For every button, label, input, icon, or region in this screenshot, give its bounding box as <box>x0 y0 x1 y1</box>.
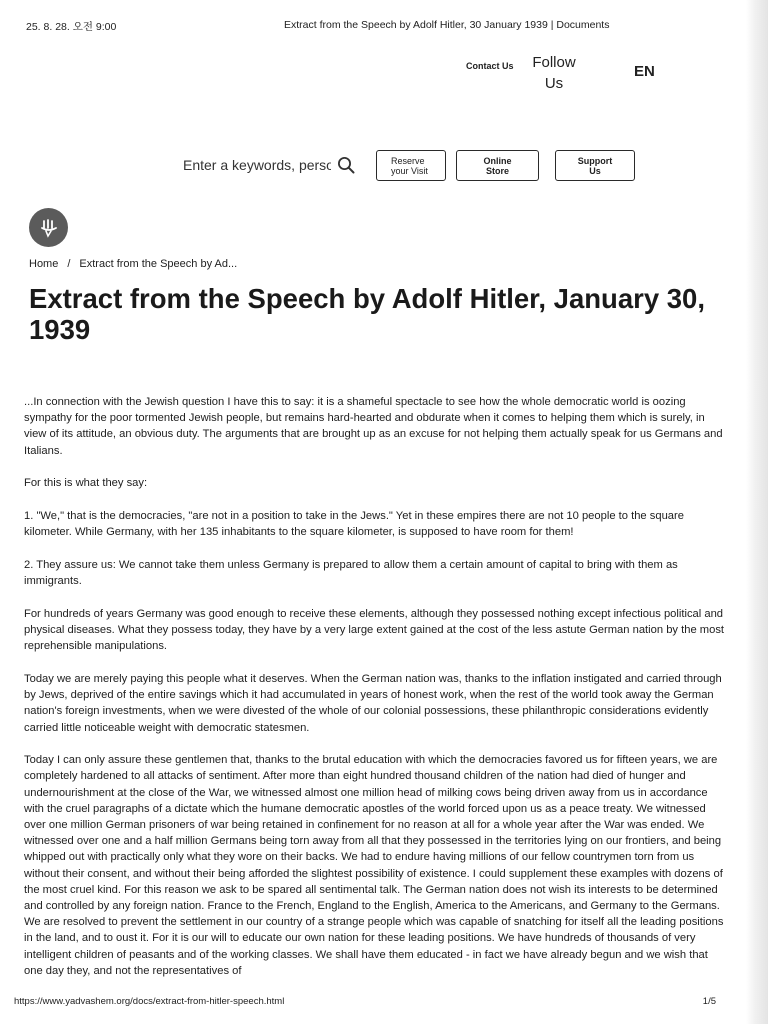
article-paragraph: For hundreds of years Germany was good enough to receive these elements, although they possessed nothing except infectious political and physical diseases. What they possess today, they have by a very large extent gained at the cost of the less astute German nation by the most reprehensible manipulations. <box>24 607 725 653</box>
contact-us-link[interactable]: Contact Us <box>466 61 514 71</box>
breadcrumb-separator: / <box>67 258 71 270</box>
article-paragraph: 2. They assure us: We cannot take them unless Germany is prepared to allow them a certain amount of capital to bring with them as immigrants. <box>24 558 678 588</box>
print-footer <box>14 996 716 1010</box>
reserve-visit-button[interactable] <box>376 150 446 181</box>
page-title: Extract from the Speech by Adolf Hitler, January 30, 1939 <box>29 283 705 345</box>
breadcrumb <box>29 258 237 270</box>
breadcrumb-home[interactable]: Home <box>29 258 59 270</box>
page-edge-shadow <box>746 0 768 1024</box>
support-us-button[interactable] <box>555 150 635 181</box>
article-paragraph: 1. "We," that is the democracies, "are not in a position to take in the Jews." Yet in these empires there are not 10 people to the square kilometer. While Germany, with her 135 inhabitants to the square kilometer, is supposed to have room for them! <box>24 510 684 539</box>
online-store-button[interactable] <box>456 150 539 181</box>
breadcrumb-current: Extract from the Speech by Ad... <box>79 258 238 270</box>
yad-vashem-logo[interactable] <box>29 208 68 247</box>
article-paragraph: ...In connection with the Jewish question I have this to say: it is a shameful spectacle to see how the whole democratic world is oozing sympathy for the poor tormented Jewish people, but remains hard-hearted and obdurate when it comes to helping them which is surely, in view of its attitude, an obvious duty. The arguments that are brought up as an excuse for not helping them actually speak for us Germans and Italians. <box>24 396 723 457</box>
language-selector[interactable]: EN <box>634 63 655 80</box>
search-icon[interactable] <box>337 156 355 174</box>
article-body <box>24 394 724 996</box>
reserve-visit-label: Reserve your Visit <box>391 155 428 176</box>
follow-us-link[interactable]: Follow Us <box>532 54 576 92</box>
search-area <box>183 155 358 175</box>
print-datetime: 25. 8. 28. 오전 9:00 <box>26 21 117 33</box>
article-paragraph: Today we are merely paying this people what it deserves. When the German nation was, thanks to the inflation instigated and carried through by Jews, deprived of the entire savings which it had accumulated in years of honest work, when the rest of the world took away the German nation's foreign investments, when we were divested of the whole of our colonial possessions, these philanthropic considerations evidently carried little noticeable weight with democratic statesmen. <box>24 672 722 734</box>
online-store-label: Online Store <box>483 155 512 176</box>
article-paragraph: For this is what they say: <box>24 477 148 490</box>
print-header <box>26 19 728 33</box>
support-us-label: Support Us <box>577 155 613 176</box>
footer-url: https://www.yadvashem.org/docs/extract-from-hitler-speech.html <box>14 996 285 1007</box>
footer-page-number: 1/5 <box>702 996 716 1007</box>
print-page-title: Extract from the Speech by Adolf Hitler, 30 January 1939 | Documents <box>284 19 610 31</box>
logo-icon <box>38 217 60 239</box>
search-input[interactable] <box>183 155 331 175</box>
top-links <box>0 52 768 102</box>
article-paragraph: Today I can only assure these gentlemen that, thanks to the brutal education with which the democracies favored us for fifteen years, we are completely hardened to all attacks of sentiment. After more than eight hundred thousand children of the nation had died of hunger and undernourishment at the close of the War, we witnessed almost one million head of milking cows being driven away from us in accordance with the cruel paragraphs of a dictate which the humane democratic apostles of the world forced upon us as a peace treaty. We witnessed over one million German prisoners of war being retained in confinement for no reason at all for a whole year after the War was ended. We witnessed over one and a half million Germans being torn away from all that they possessed in the territories lying on our frontiers, and being whipped out with practically only what they wore on their backs. We had to endure having millions of our fellow countrymen torn from us without their consent, and without their being afforded the slightest possibility of existence. I could supplement these examples with dozens of the most cruel kind. For this reason we ask to be spared all sentimental talk. The German nation does not wish its interests to be determined and controlled by any foreign nation. France to the French, England to the English, America to the Americans, and Germany to the Germans. We are resolved to prevent the settlement in our country of a strange people which was capable of snatching for itself all the leading positions in the land, and to oust it. For it is our will to educate our own nation for these leading positions. We have hundreds of thousands of very intelligent children of peasants and of the working classes. We shall have them educated - in fact we have already begun and we wish that one day they, and not the representatives of <box>24 754 724 977</box>
